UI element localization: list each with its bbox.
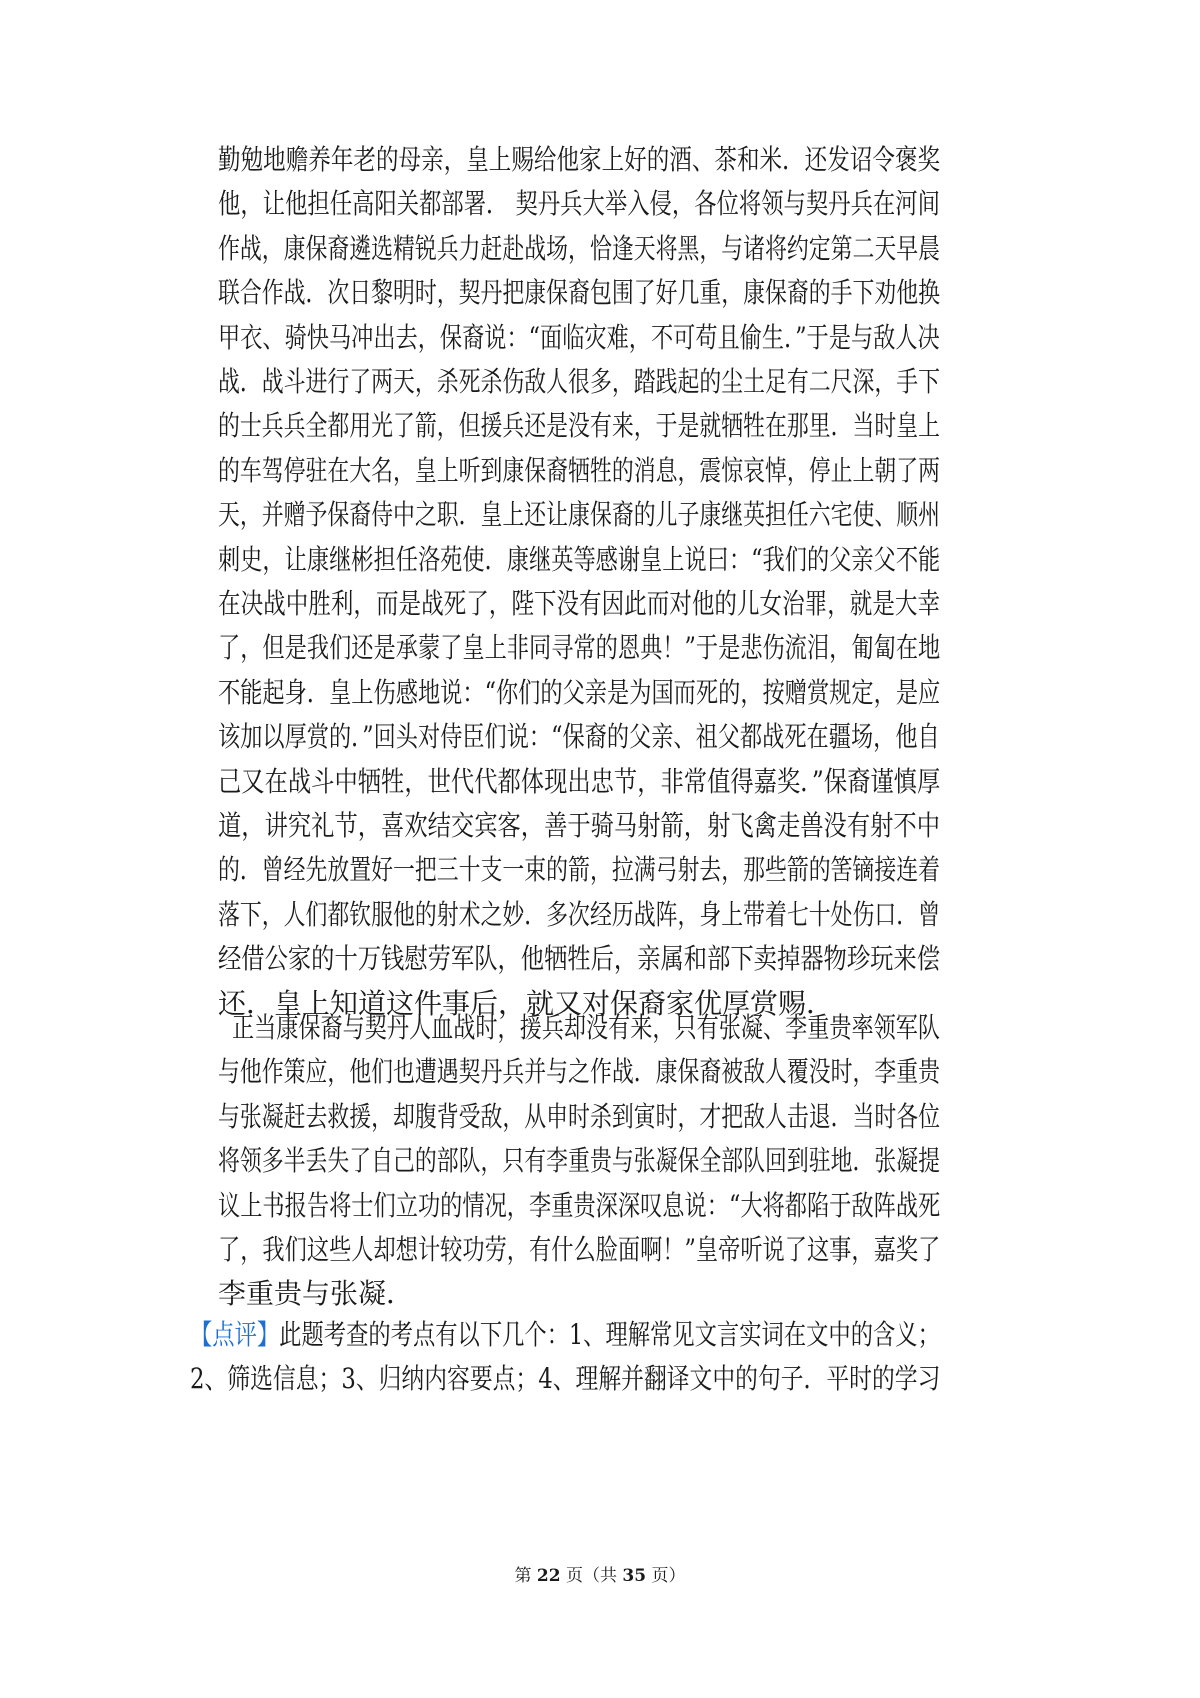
comment-line-1: [190, 1313, 940, 1357]
page-footer: [0, 1561, 1200, 1586]
footer-page-number: 22: [536, 1566, 561, 1586]
text-line: 联合作战．次日黎明时，契丹把康保裔包围了好几重，康保裔的手下劝他换: [218, 276, 941, 310]
text-line: 甲衣、骑快马冲出去，保裔说：“面临灾难，不可苟且偷生．”于是与敌人决: [218, 320, 940, 354]
text-line: 己又在战斗中牺牲，世代代都体现出忠节，非常值得嘉奖．”保裔谨慎厚: [218, 764, 941, 798]
text-line: 与张凝赶去救援，却腹背受敌，从申时杀到寅时，才把敌人击退．当时各位: [218, 1099, 941, 1133]
comment-line-2: 2、筛选信息；3、归纳内容要点；4、理解并翻译文中的句子．平时的学习: [190, 1362, 941, 1395]
text-line: 天，并赠予保裔侍中之职．皇上还让康保裔的儿子康继英担任六宅使、顺州: [218, 498, 941, 532]
text-line: 道，讲究礼节，喜欢结交宾客，善于骑马射箭，射飞禽走兽没有射不中: [218, 809, 941, 842]
text-line: 勤勉地赡养年老的母亲，皇上赐给他家上好的酒、茶和米．还发诏令褒奖: [218, 143, 941, 176]
footer-prefix: 第: [514, 1566, 532, 1586]
text-line: 的．曾经先放置好一把三十支一束的箭，拉满弓射去，那些箭的筈镝接连着: [218, 853, 941, 887]
text-line: 的车驾停驻在大名，皇上听到康保裔牺牲的消息，震惊哀悼，停止上朝了两: [218, 453, 941, 487]
text-line: 经借公家的十万钱慰劳军队，他牺牲后，亲属和部下卖掉器物珍玩来偿: [218, 942, 941, 976]
text-line: 正当康保裔与契丹人血战时，援兵却没有来，只有张凝、李重贵率领军队: [232, 1011, 941, 1044]
text-line: 作战，康保裔遴选精锐兵力赶赴战场，恰逢天将黑，与诸将约定第二天早晨: [218, 231, 941, 265]
footer-suffix: 页）: [651, 1566, 686, 1586]
text-line: 该加以厚赏的．”回头对侍臣们说：“保裔的父亲、祖父都战死在疆场，他自: [218, 720, 940, 754]
footer-total-pages: 35: [622, 1566, 647, 1586]
text-line: 将领多半丢失了自己的部队，只有李重贵与张凝保全部队回到驻地．张凝提: [218, 1144, 941, 1178]
text-line: 不能起身．皇上伤感地说：“你们的父亲是为国而死的，按赠赏规定，是应: [218, 675, 941, 709]
text-line: 战．战斗进行了两天，杀死杀伤敌人很多，踏践起的尘土足有二尺深，手下: [218, 365, 941, 398]
text-line: 李重贵与张凝．: [218, 1277, 415, 1311]
text-line: 还．皇上知道这件事后，就又对保裔家优厚赏赐．: [218, 986, 835, 1020]
text-line: 他，让他担任高阳关都部署． 契丹兵大举入侵，各位将领与契丹兵在河间: [218, 187, 940, 221]
comment-text-1: 此题考查的考点有以下几个：1、理解常见文言实词在文中的含义；: [279, 1318, 940, 1351]
text-line: 议上书报告将士们立功的情况，李重贵深深叹息说：“大将都陷于敌阵战死: [218, 1188, 941, 1222]
text-line: 落下，人们都钦服他的射术之妙．多次经历战阵，身上带着七十处伤口．曾: [218, 897, 941, 931]
text-line: 刺史，让康继彬担任洛苑使．康继英等感谢皇上说曰：“我们的父亲父不能: [218, 542, 941, 576]
text-line: 在决战中胜利，而是战死了，陛下没有因此而对他的儿女治罪，就是大幸: [218, 587, 941, 620]
text-line: 的士兵兵全都用光了箭，但援兵还是没有来，于是就牺牲在那里．当时皇上: [218, 409, 941, 443]
text-line: 了，我们这些人却想计较功劳，有什么脸面啊！”皇帝听说了这事，嘉奖了: [218, 1233, 941, 1266]
text-line: 与他作策应，他们也遭遇契丹兵并与之作战．康保裔被敌人覆没时，李重贵: [218, 1055, 941, 1089]
footer-middle: 页（共: [566, 1566, 617, 1586]
comment-tag: 【点评】: [190, 1318, 280, 1351]
text-line: 了，但是我们还是承蒙了皇上非同寻常的恩典！”于是悲伤流泪，匍匐在地: [218, 631, 941, 665]
